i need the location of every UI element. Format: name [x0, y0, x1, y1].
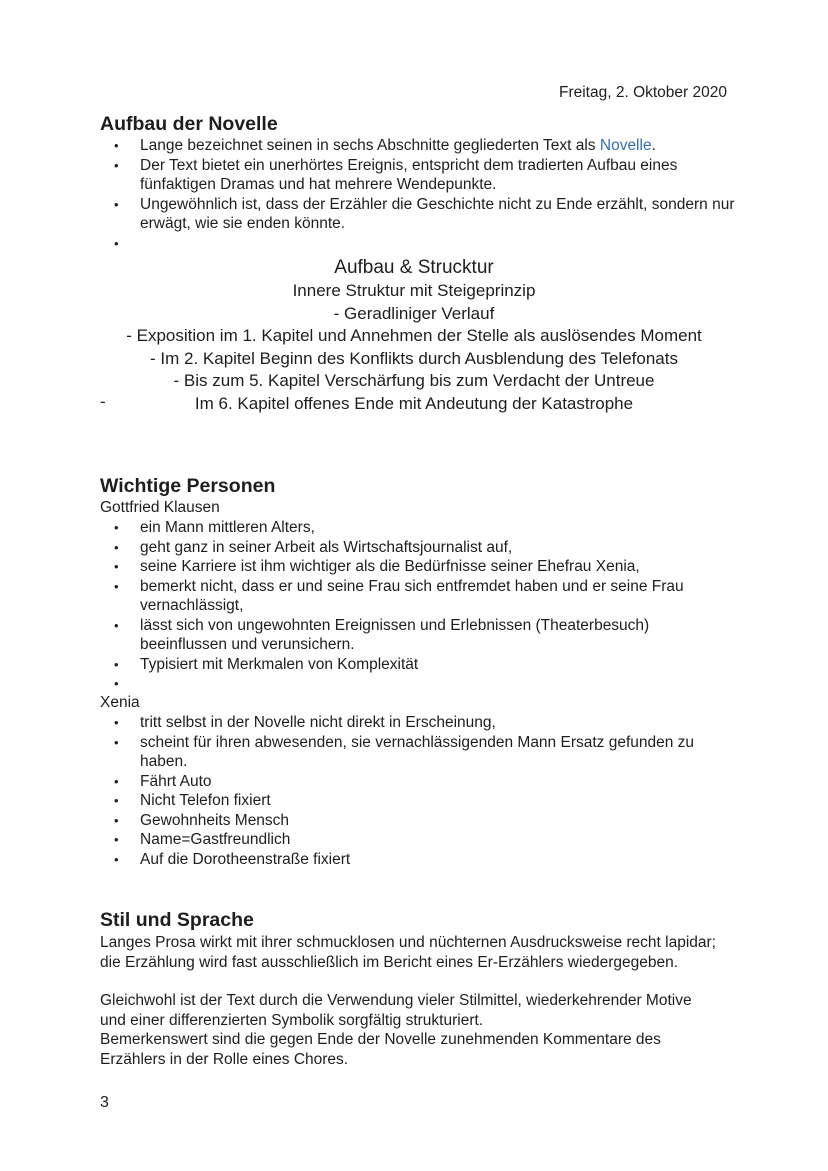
paragraph: Bemerkenswert sind die gegen Ende der Novelle zunehmenden Kommentare des Erzählers in der Rolle eines Chores. — [100, 1031, 661, 1068]
list-item: • Gewohnheits Mensch — [114, 811, 290, 829]
bullet-icon: • — [114, 520, 119, 535]
bullet-icon: • — [114, 617, 119, 633]
bullet-icon: • — [114, 656, 119, 672]
section-title-aufbau: Aufbau der Novelle — [100, 113, 278, 135]
date-header: Freitag, 2. Oktober 2020 — [558, 84, 727, 101]
structure-dash: - — [100, 392, 106, 411]
structure-line: - Im 2. Kapitel Beginn des Konflikts durch Ausblendung des Telefonats — [150, 348, 678, 368]
structure-subheading: Innere Struktur mit Steigeprinzip — [292, 281, 536, 300]
bullet-icon: • — [114, 812, 119, 828]
list-item: • Ungewöhnlich ist, dass der Erzähler die Geschichte nicht zu Ende erzählt, sondern nur erwägt, wie sie enden könnte. — [114, 195, 735, 232]
bullet-icon: • — [114, 734, 119, 750]
section-title-personen: Wichtige Personen — [100, 475, 276, 497]
paragraph: Gleichwohl ist der Text durch die Verwendung vieler Stilmittel, wiederkehrender Motive und einer differenzierten Symbolik sorgfältig strukturiert. — [100, 992, 692, 1029]
bullet-icon: • — [114, 832, 119, 847]
structure-block — [0, 255, 828, 415]
structure-heading: Aufbau & Strucktur — [334, 257, 494, 278]
bullet-icon: • — [114, 578, 119, 594]
bullet-icon: • — [114, 676, 119, 691]
list-item: • seine Karriere ist ihm wichtiger als die Bedürfnisse seiner Ehefrau Xenia, — [114, 558, 640, 575]
xenia-bullet-list — [100, 713, 740, 869]
bullet-icon: • — [114, 773, 119, 789]
person-name-gottfried: Gottfried Klausen — [100, 499, 220, 516]
list-item: • lässt sich von ungewohnten Ereignissen und Erlebnissen (Theaterbesuch) beeinflussen und verunsichern. — [114, 616, 650, 653]
section-title-stil: Stil und Sprache — [100, 909, 254, 931]
bullet-icon: • — [114, 539, 119, 555]
list-item — [100, 234, 740, 254]
aufbau-bullet-list — [100, 136, 740, 253]
bullet-icon: • — [114, 157, 119, 173]
list-item: • bemerkt nicht, dass er und seine Frau sich entfremdet haben und er seine Frau vernachlässigt, — [114, 577, 684, 614]
bullet-icon: • — [114, 235, 119, 251]
bullet-icon: • — [114, 793, 119, 808]
list-item: • Auf die Dorotheenstraße fixiert — [114, 850, 351, 868]
list-item: • Fährt Auto — [114, 772, 212, 790]
bullet-icon: • — [114, 851, 119, 867]
bullet-icon: • — [114, 196, 119, 212]
list-item: • Nicht Telefon fixiert — [114, 792, 271, 809]
novelle-link[interactable]: Novelle — [599, 137, 652, 154]
list-item: • geht ganz in seiner Arbeit als Wirtschaftsjournalist auf, — [114, 538, 513, 556]
list-item — [100, 674, 740, 694]
list-item: • Lange bezeichnet seinen in sechs Abschnitte gegliederten Text als Novelle. — [114, 137, 656, 154]
structure-line: Im 6. Kapitel offenes Ende mit Andeutung der Katastrophe — [194, 393, 634, 413]
list-item: • Name=Gastfreundlich — [114, 831, 291, 848]
structure-line: - Exposition im 1. Kapitel und Annehmen der Stelle als auslösendes Moment — [126, 326, 702, 345]
gottfried-bullet-list — [100, 518, 740, 694]
list-item: • Der Text bietet ein unerhörtes Ereignis, entspricht dem tradierten Aufbau eines fünfaktigen Dramas und hat mehrere Wendepunkte. — [114, 156, 678, 193]
bullet-icon: • — [114, 715, 119, 730]
person-name-xenia: Xenia — [100, 694, 140, 711]
list-item: • ein Mann mittleren Alters, — [114, 519, 315, 536]
structure-line: - Geradliniger Verlauf — [333, 303, 495, 323]
list-item: • tritt selbst in der Novelle nicht direkt in Erscheinung, — [114, 714, 496, 731]
list-item: • scheint für ihren abwesenden, sie vernachlässigenden Mann Ersatz gefunden zu haben. — [114, 733, 695, 770]
list-item: • Typisiert mit Merkmalen von Komplexität — [114, 655, 419, 673]
bullet-icon: • — [114, 138, 119, 153]
bullet-icon: • — [114, 559, 119, 574]
paragraph: Langes Prosa wirkt mit ihrer schmucklosen und nüchternen Ausdrucksweise recht lapidar; die Erzählung wird fast ausschließlich im Bericht eines Er-Erzählers wiedergegeben. — [100, 934, 716, 971]
page-number: 3 — [100, 1094, 109, 1111]
structure-line: - Bis zum 5. Kapitel Verschärfung bis zum Verdacht der Untreue — [173, 371, 655, 390]
